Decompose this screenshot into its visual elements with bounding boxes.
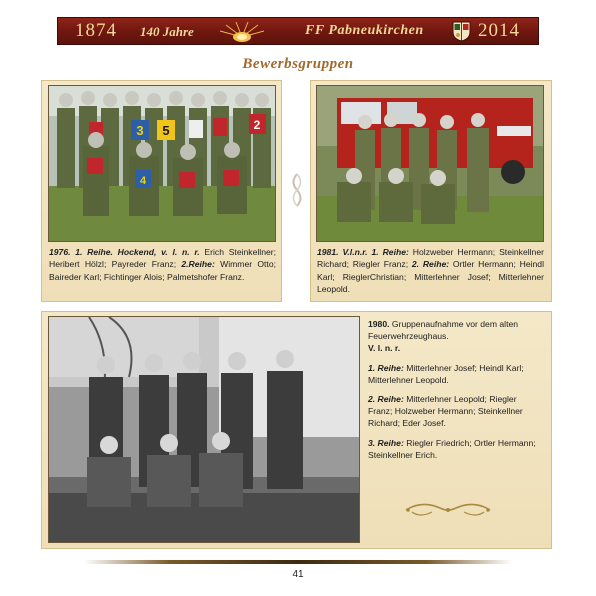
banner-year-end: 2014 (478, 20, 520, 41)
photo-1981-group (316, 85, 544, 242)
bib-number: 5 (162, 123, 170, 138)
bib-number: 3 (136, 123, 144, 138)
row-names: Mitterlehner Josef; Heindl Karl; Mitterlehner Leopold. (368, 362, 524, 385)
row-names: Mitterlehner Leopold; Riegler Franz; Holzweber Hermann; Steinkellner Richard; Eder Josef. (368, 394, 523, 429)
header-banner (57, 17, 539, 45)
caption-1980-row-3 (368, 437, 540, 461)
bib-number: 4 (139, 175, 147, 187)
caption-1980-row-2 (368, 393, 540, 430)
sunburst-icon (216, 21, 268, 43)
caption-1981-lead: 1981. V.l.n.r. 1. Reihe: (317, 247, 409, 257)
bib-number: 2 (253, 118, 261, 132)
footer-divider (84, 560, 512, 564)
caption-1980-intro (368, 318, 540, 355)
row-label: 2. Reihe: (368, 394, 404, 405)
flourish-ornament-icon (402, 498, 494, 520)
caption-1980-intro-text: Gruppenaufnahme vor dem alten Feuerwehrzeughaus. (368, 319, 519, 342)
caption-1981-text-2: Ortler Hermann; Heindl Karl; RieglerChristian; Mitterlehner Josef; Mitterlehner Leopold. (317, 259, 544, 295)
banner-year-start: 1874 (75, 20, 117, 41)
caption-1981-row2-label: 2. Reihe: (411, 259, 450, 270)
caption-1980 (368, 318, 540, 468)
banner-jubilee: 140 Jahre (140, 24, 194, 39)
caption-1981-text-1: Holzweber Hermann; Steinkellner Richard; Riegler Franz; (317, 247, 544, 270)
caption-1976-text-2: Wimmer Otto; Baireder Karl; Fichtinger Alois; Palmetshofer Franz. (49, 259, 276, 282)
caption-1976-lead: 1976. 1. Reihe. Hockend, v. l. n. r. (49, 247, 200, 257)
caption-1981 (317, 246, 544, 296)
section-title: Bewerbsgruppen (242, 56, 354, 72)
row-label: 3. Reihe: (368, 437, 404, 448)
photo-1976-group (48, 85, 276, 242)
banner-organisation: FF Pabneukirchen (305, 23, 424, 38)
caption-1976-row2-label: 2.Reihe: (181, 259, 215, 270)
caption-1980-order: V. l. n. r. (368, 343, 401, 354)
photo-1980-group (48, 316, 360, 543)
decorative-ornament-icon (288, 172, 306, 208)
caption-1976 (49, 246, 276, 283)
caption-1980-row-1 (368, 362, 540, 386)
coat-of-arms-icon (452, 21, 471, 42)
row-names: Riegler Friedrich; Ortler Hermann; Steinkellner Erich. (368, 437, 536, 460)
caption-1976-text-1: Erich Steinkellner; Heribert Hölzl; Payreder Franz; (49, 247, 276, 270)
caption-1980-year: 1980. (368, 319, 390, 329)
page-number: 41 (292, 569, 304, 580)
row-label: 1. Reihe: (368, 362, 404, 373)
